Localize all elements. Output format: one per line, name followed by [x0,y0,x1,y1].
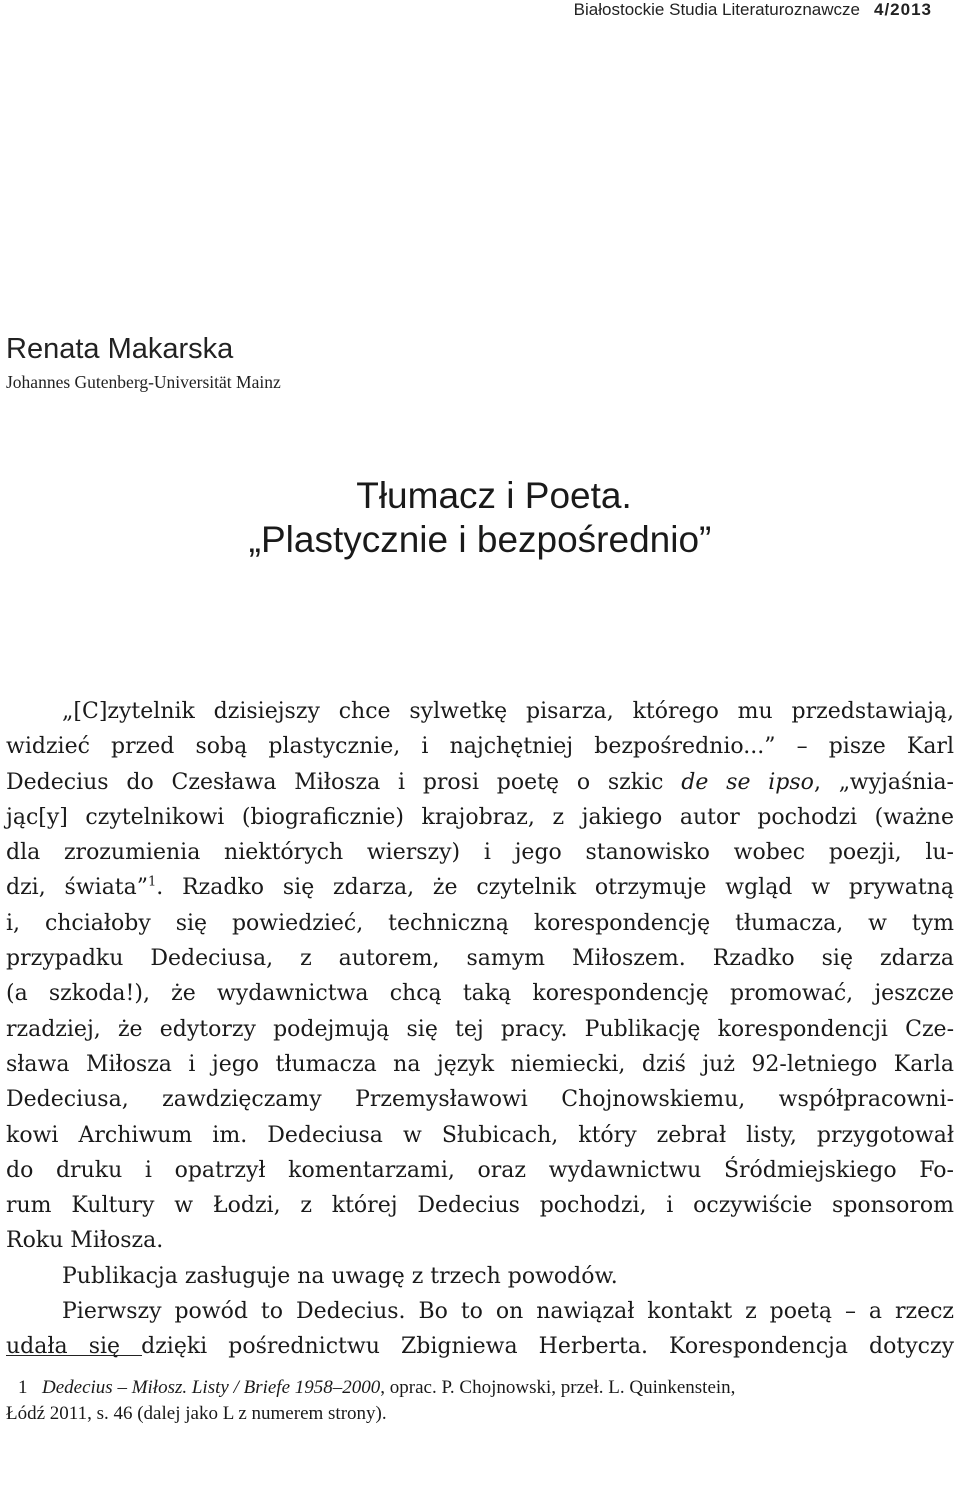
body-text: Dedecius do Czesława Miłosza i prosi poetę o szkic [6,769,682,795]
body-line: (a szkoda!), że wydawnictwa chcą taką korespondencję promować, jeszcze [6,981,954,1007]
body-text: , „wyjaśnia- [813,769,954,795]
body-line: widzieć przed sobą plastycznie, i najchętniej bezpośrednio...” – pisze Karl [6,734,954,760]
footnote [6,1375,954,1427]
body-line: Pierwszy powód to Dedecius. Bo to on nawiązał kontakt z poetą – a rzecz [62,1299,954,1325]
body-line: i, chciałoby się powiedzieć, techniczną korespondencję tłumacza, w tym [6,910,954,936]
footnote-line: Łódź 2011, s. 46 (dalej jako L z numerem strony). [6,1403,387,1424]
article-title-line2: „Plastycznie i bezpośrednio” [248,519,712,560]
body-line: Roku Miłosza. [6,1228,164,1254]
body-text: dzi, świata” [6,875,149,901]
body-line: do druku i opatrzył komentarzami, oraz wydawnictwu Śródmiejskiego Fo- [6,1157,954,1183]
journal-title: Białostockie Studia Literaturoznawcze [573,0,860,19]
issue-number: 4/2013 [874,0,932,19]
body-line: sława Miłosza i jego tłumacza na język niemiecki, dziś już 92-letniego Karla [6,1051,954,1077]
body-line [6,870,954,905]
body-line: „[C]zytelnik dzisiejszy chce sylwetkę pisarza, którego mu przedstawiają, [62,699,954,724]
body-line [6,765,954,800]
footnote-book-title: Dedecius – Miłosz. Listy / Briefe 1958–2000 [42,1377,381,1398]
footnote-number: 1 [18,1377,28,1398]
body-line: udała się dzięki pośrednictwu Zbigniewa Herberta. Korespondencja dotyczy [6,1334,954,1360]
body-line: rum Kultury w Łodzi, z której Dedecius pochodzi, i oczywiście sponsorom [6,1193,954,1219]
body-line: przypadku Dedeciusa, z autorem, samym Miłoszem. Rzadko się zdarza [6,946,954,972]
article-title-line1: Tłumacz i Poeta. [356,475,632,516]
italic-phrase: de se ipso [681,769,814,795]
author-affiliation: Johannes Gutenberg-Universität Mainz [6,372,281,392]
article-body [6,694,954,1365]
footnote-reference[interactable]: 1 [148,875,157,891]
body-line: rzadziej, że edytorzy podejmują się tej pracy. Publikację korespondencji Cze- [6,1016,954,1042]
body-line: Dedeciusa, zawdzięczamy Przemysławowi Chojnowskiemu, współpracowni- [6,1087,954,1113]
body-line: jąc[y] czytelnikowi (biograficznie) krajobraz, z jakiego autor pochodzi (ważne [6,804,954,830]
body-text: . Rzadko się zdarza, że czytelnik otrzymuje wgląd w prywatną [156,875,954,901]
author-name: Renata Makarska [6,333,234,365]
footnote-separator [6,1355,142,1356]
footnote-line [6,1375,954,1401]
body-line: dla zrozumienia niektórych wierszy) i jego stanowisko wobec poezji, lu- [6,840,954,866]
running-header [574,0,932,20]
footnote-text: , oprac. P. Chojnowski, przeł. L. Quinkenstein, [380,1377,736,1398]
body-line: kowi Archiwum im. Dedeciusa w Słubicach, który zebrał listy, przygotował [6,1122,954,1148]
body-line: Publikacja zasługuje na uwagę z trzech powodów. [62,1263,618,1289]
